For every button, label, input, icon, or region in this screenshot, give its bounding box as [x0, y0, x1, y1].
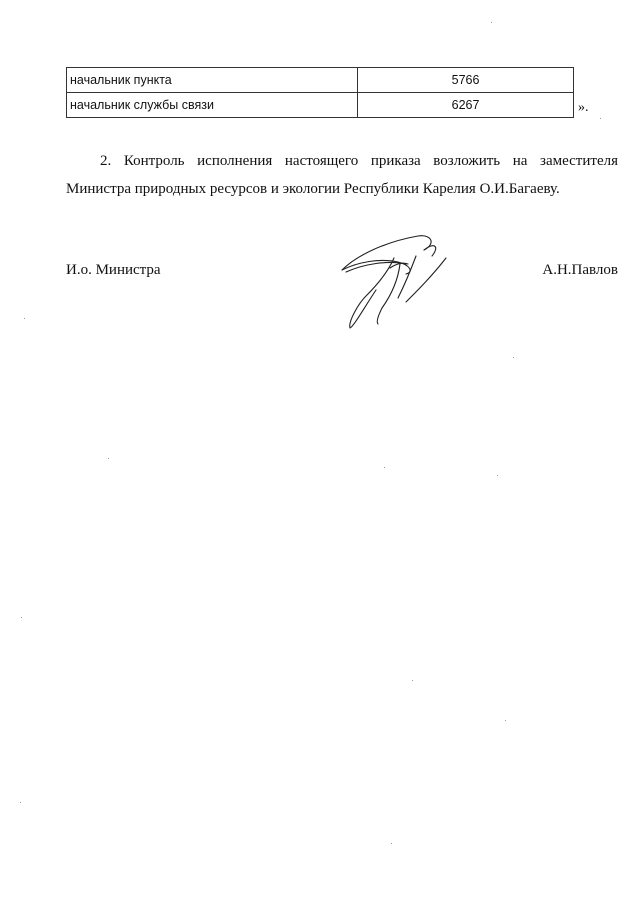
order-paragraph: 2. Контроль исполнения настоящего приказа возложить на заместителя Министра природных ресурсов и экологии Республики Карелия О.И.Багаеву. [66, 153, 618, 197]
closing-quote-mark: ». [578, 100, 589, 115]
signer-name: А.Н.Павлов [542, 262, 618, 278]
scan-speck [513, 357, 514, 358]
scan-speck [391, 843, 392, 844]
scan-speck [505, 720, 506, 721]
signer-title: И.о. Министра [66, 262, 161, 278]
table-row [67, 93, 574, 118]
salary-cell: 6267 [358, 93, 574, 118]
scan-speck [384, 467, 385, 468]
scan-speck [497, 475, 498, 476]
position-cell: начальник службы связи [67, 93, 358, 118]
salary-cell: 5766 [358, 68, 574, 93]
scan-speck [24, 318, 25, 319]
scan-speck [600, 118, 601, 119]
position-cell: начальник пункта [67, 68, 358, 93]
salary-table [66, 67, 574, 118]
handwritten-signature [336, 228, 452, 332]
scan-speck [491, 22, 492, 23]
scan-speck [412, 680, 413, 681]
table-row [67, 68, 574, 93]
scan-speck [20, 802, 21, 803]
scan-speck [108, 458, 109, 459]
scan-speck [21, 617, 22, 618]
